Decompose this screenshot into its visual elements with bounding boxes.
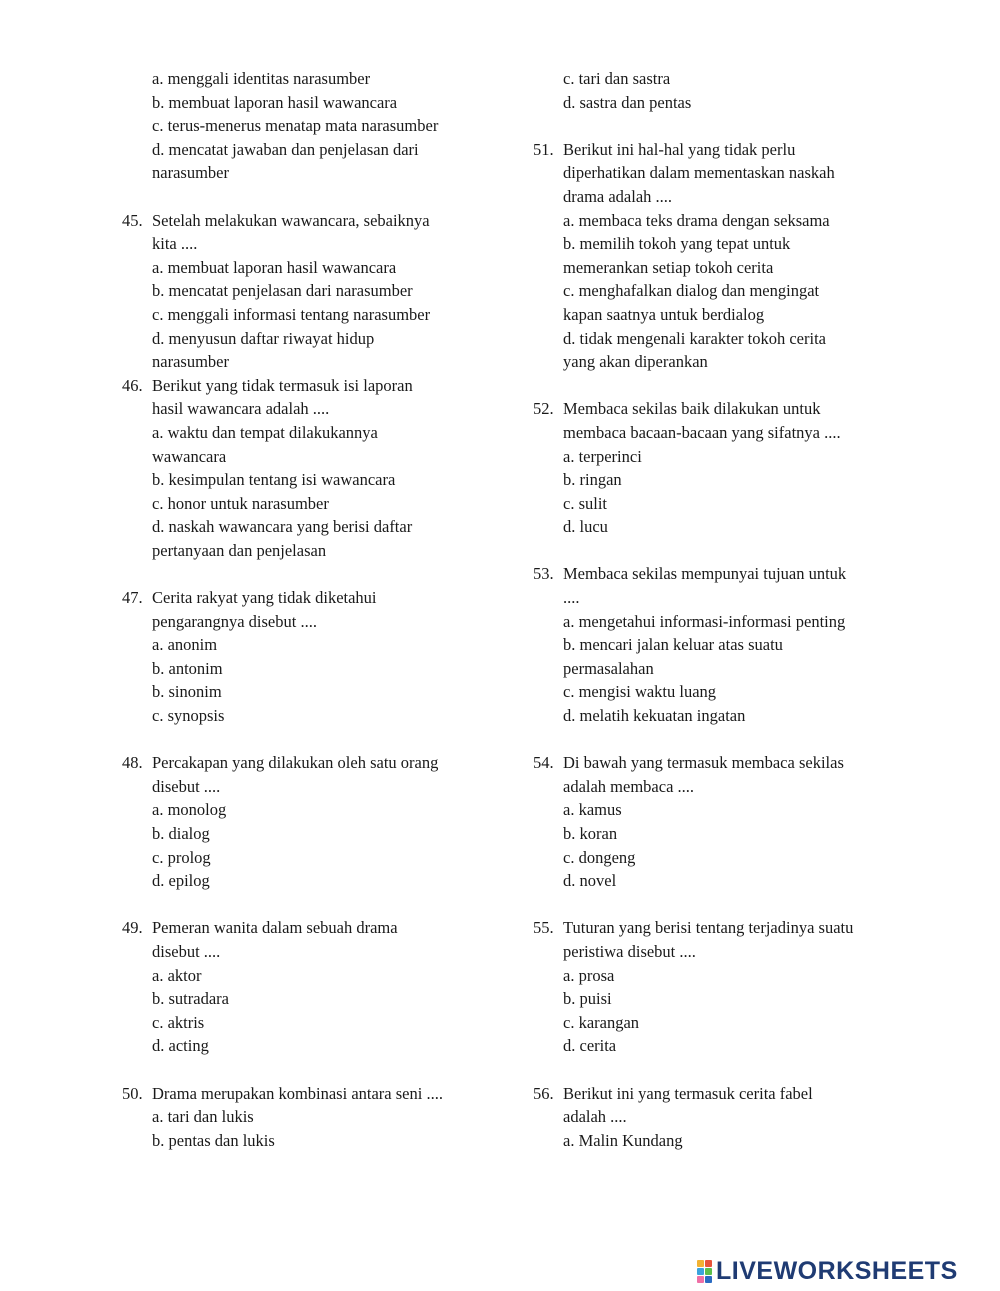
- question-number: 54.: [533, 753, 554, 773]
- option-d: d. naskah wawancara yang berisi daftar: [152, 517, 413, 537]
- option-a: a. kamus: [563, 800, 622, 820]
- option-c: c. terus-menerus menatap mata narasumber: [152, 116, 439, 136]
- option-d-cont: narasumber: [152, 352, 229, 372]
- question-53: [533, 562, 903, 727]
- option-a: a. monolog: [152, 800, 227, 820]
- question-text: Membaca sekilas baik dilakukan untuk: [563, 399, 821, 419]
- left-column: [122, 67, 492, 1152]
- question-text-cont: peristiwa disebut ....: [563, 941, 696, 961]
- logo-text: LIVEWORKSHEETS: [716, 1256, 958, 1285]
- option-b: b. dialog: [152, 824, 210, 843]
- question-text-cont: disebut ....: [152, 941, 221, 961]
- option-d-cont: narasumber: [152, 163, 229, 183]
- logo-square-icon: [705, 1268, 712, 1275]
- option-c: c. sulit: [563, 493, 607, 513]
- question-text-cont: membaca bacaan-bacaan yang sifatnya ....: [563, 422, 841, 442]
- question-number: 47.: [122, 588, 143, 608]
- question-number: 45.: [122, 210, 143, 230]
- option-c: c. dongeng: [563, 847, 636, 867]
- option-d-cont: yang akan diperankan: [563, 352, 708, 372]
- question-text-cont: adalah membaca ....: [563, 776, 695, 796]
- option-a: a. terperinci: [563, 446, 642, 466]
- option-a: a. menggali identitas narasumber: [152, 69, 371, 88]
- question-54: [533, 751, 903, 893]
- option-a: a. membuat laporan hasil wawancara: [152, 257, 397, 277]
- option-a: a. aktor: [152, 965, 202, 985]
- question-text: Berikut ini hal-hal yang tidak perlu: [563, 139, 796, 159]
- question-text: Cerita rakyat yang tidak diketahui: [152, 588, 377, 608]
- option-a: a. anonim: [152, 635, 218, 655]
- question-56: [533, 1082, 903, 1153]
- option-d: d. cerita: [563, 1036, 617, 1056]
- option-c-cont: kapan saatnya untuk berdialog: [563, 304, 765, 324]
- option-b: b. kesimpulan tentang isi wawancara: [152, 470, 396, 490]
- liveworksheets-logo: [697, 1258, 958, 1284]
- option-d: d. novel: [563, 871, 617, 891]
- option-a: a. tari dan lukis: [152, 1107, 254, 1127]
- option-b: b. mencari jalan keluar atas suatu: [563, 635, 783, 655]
- question-text-cont: ....: [563, 588, 580, 608]
- option-a: a. prosa: [563, 965, 615, 985]
- question-number: 48.: [122, 753, 143, 773]
- option-a: a. waktu dan tempat dilakukannya: [152, 422, 378, 442]
- logo-square-icon: [697, 1268, 704, 1275]
- logo-square-icon: [705, 1276, 712, 1283]
- option-b: b. pentas dan lukis: [152, 1130, 275, 1150]
- question-number: 49.: [122, 918, 143, 938]
- option-d: d. sastra dan pentas: [563, 92, 692, 112]
- question-text: Berikut ini yang termasuk cerita fabel: [563, 1083, 813, 1103]
- option-d: d. menyusun daftar riwayat hidup: [152, 328, 375, 348]
- question-number: 51.: [533, 139, 554, 159]
- option-d: d. mencatat jawaban dan penjelasan dari: [152, 139, 419, 159]
- option-d: d. tidak mengenali karakter tokoh cerita: [563, 328, 826, 348]
- question-text-cont: pengarangnya disebut ....: [152, 611, 317, 631]
- option-c: c. aktris: [152, 1012, 205, 1032]
- option-c: c. menggali informasi tentang narasumber: [152, 304, 431, 324]
- question-text: Percakapan yang dilakukan oleh satu orang: [152, 753, 439, 773]
- option-c: c. synopsis: [152, 706, 225, 726]
- question-text: Membaca sekilas mempunyai tujuan untuk: [563, 564, 847, 584]
- question-46: [122, 374, 492, 563]
- option-b: b. koran: [563, 824, 618, 843]
- question-text: Pemeran wanita dalam sebuah drama: [152, 918, 398, 938]
- question-52: [533, 397, 903, 539]
- question-text: Setelah melakukan wawancara, sebaiknya: [152, 210, 430, 230]
- question-text: Drama merupakan kombinasi antara seni ....: [152, 1083, 443, 1103]
- option-d: d. epilog: [152, 871, 210, 891]
- option-c: c. prolog: [152, 847, 211, 867]
- option-c: c. tari dan sastra: [563, 69, 671, 88]
- option-b: b. puisi: [563, 989, 612, 1009]
- question-text-cont: diperhatikan dalam mementaskan naskah: [563, 163, 835, 183]
- question-number: 52.: [533, 399, 554, 419]
- logo-square-icon: [697, 1260, 704, 1267]
- question-50: [122, 1082, 492, 1153]
- question-text-cont: adalah ....: [563, 1107, 627, 1127]
- question-text: Berikut yang tidak termasuk isi laporan: [152, 375, 413, 395]
- question-number: 46.: [122, 375, 143, 395]
- option-b2: b. sinonim: [152, 682, 222, 702]
- question-44-tail: [122, 67, 492, 185]
- option-b: b. antonim: [152, 658, 223, 678]
- option-a-cont: wawancara: [152, 446, 227, 466]
- option-d: d. melatih kekuatan ingatan: [563, 706, 746, 726]
- option-b-cont: memerankan setiap tokoh cerita: [563, 257, 774, 277]
- question-45: [122, 209, 492, 374]
- question-48: [122, 751, 492, 893]
- question-55: [533, 916, 903, 1058]
- question-47: [122, 586, 492, 728]
- question-text-cont: disebut ....: [152, 776, 221, 796]
- option-b: b. ringan: [563, 470, 622, 490]
- question-number: 56.: [533, 1083, 554, 1103]
- question-50-tail: [533, 67, 903, 114]
- option-b: b. membuat laporan hasil wawancara: [152, 92, 398, 112]
- option-d: d. lucu: [563, 517, 608, 537]
- option-c: c. honor untuk narasumber: [152, 493, 329, 513]
- right-column: [533, 67, 903, 1152]
- logo-mark-icon: [697, 1260, 712, 1283]
- question-number: 53.: [533, 564, 554, 584]
- question-text-cont: drama adalah ....: [563, 186, 673, 206]
- question-number: 55.: [533, 918, 554, 938]
- question-text-cont: hasil wawancara adalah ....: [152, 399, 330, 419]
- option-c: c. menghafalkan dialog dan mengingat: [563, 281, 820, 301]
- option-a: a. mengetahui informasi-informasi penting: [563, 611, 846, 631]
- question-text: Tuturan yang berisi tentang terjadinya suatu: [563, 918, 854, 938]
- question-51: [533, 138, 903, 374]
- option-b-cont: permasalahan: [563, 658, 654, 678]
- logo-square-icon: [697, 1276, 704, 1283]
- question-text-cont: kita ....: [152, 234, 198, 254]
- option-d-cont: pertanyaan dan penjelasan: [152, 540, 327, 560]
- option-c: c. mengisi waktu luang: [563, 682, 717, 702]
- option-b: b. sutradara: [152, 989, 229, 1009]
- option-a: a. membaca teks drama dengan seksama: [563, 210, 830, 230]
- option-a: a. Malin Kundang: [563, 1130, 683, 1150]
- question-text: Di bawah yang termasuk membaca sekilas: [563, 753, 844, 773]
- option-d: d. acting: [152, 1036, 209, 1056]
- question-49: [122, 916, 492, 1058]
- logo-square-icon: [705, 1260, 712, 1267]
- question-number: 50.: [122, 1083, 143, 1103]
- option-c: c. karangan: [563, 1012, 640, 1032]
- option-b: b. mencatat penjelasan dari narasumber: [152, 281, 413, 301]
- option-b: b. memilih tokoh yang tepat untuk: [563, 234, 791, 254]
